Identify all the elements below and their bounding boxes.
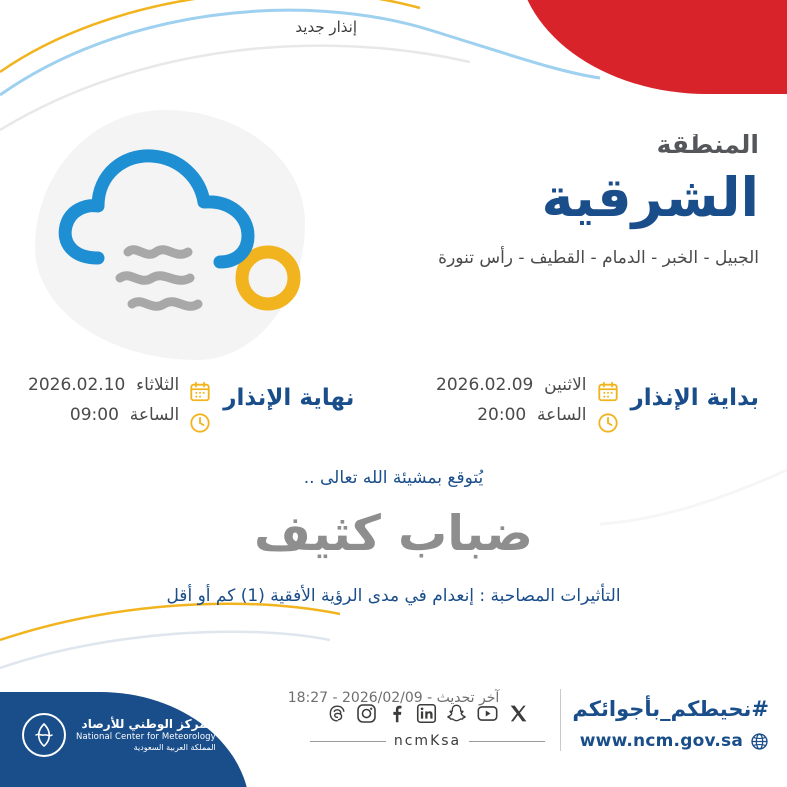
snapchat-icon[interactable] [446, 703, 467, 724]
last-update-text: آخر تحديث - 2026/02/09 - 18:27 [287, 690, 500, 706]
alert-end-values [28, 375, 179, 425]
forecast-impacts: التأثيرات المصاحبة : إنعدام في مدى الرؤية الأفقية (1) كم أو أقل [166, 586, 621, 606]
handle-divider-left [469, 741, 545, 742]
social-handle[interactable]: ncmKsa [393, 733, 462, 749]
forecast-intro: يُتوقع بمشيئة الله تعالى .. [303, 468, 484, 488]
alert-end-day: الثلاثاء [136, 375, 180, 395]
alert-start-icons [597, 375, 619, 434]
region-block [438, 130, 759, 268]
ncm-logo-arabic: المركز الوطني للأرصاد [81, 716, 216, 731]
new-alert-label: إنذار جديد [295, 18, 357, 36]
ncm-logo-text [76, 716, 216, 754]
facebook-icon[interactable] [386, 703, 407, 724]
ncm-crest-icon [22, 713, 66, 757]
calendar-icon [597, 381, 619, 403]
alert-end-title: نهاية الإنذار [223, 385, 355, 411]
clock-icon [597, 412, 619, 434]
region-cities: الجبيل - الخبر - الدمام - القطيف - رأس تنورة [438, 247, 759, 268]
region-name: الشرقية [541, 166, 759, 229]
alert-end-time [28, 405, 179, 425]
x-twitter-icon[interactable] [508, 703, 529, 724]
website-url[interactable]: www.ncm.gov.sa [579, 731, 743, 751]
alert-end-time-value: 09:00 [69, 405, 119, 425]
threads-icon[interactable] [327, 703, 347, 724]
region-label: المنطقة [656, 130, 759, 159]
alert-end-icons [189, 375, 211, 434]
website-row[interactable] [572, 731, 769, 751]
youtube-icon[interactable] [476, 703, 499, 724]
globe-icon [750, 732, 769, 751]
social-icon-row [310, 703, 545, 724]
linkedin-icon[interactable] [416, 703, 437, 724]
footer-divider [560, 689, 561, 751]
alert-start-date-value: 2026.02.09 [436, 375, 534, 395]
alert-end-date-value: 2026.02.10 [28, 375, 126, 395]
alert-start-date [436, 375, 587, 395]
campaign-hashtag: #نحيطكم_بأجوائكم [572, 697, 769, 721]
alert-start-time [436, 405, 587, 425]
social-handle-row [310, 733, 545, 749]
fog-cloud-sun-icon [40, 130, 310, 340]
alert-start-day: الاثنين [544, 375, 587, 395]
alert-level-badge [517, 0, 787, 94]
instagram-icon[interactable] [356, 703, 377, 724]
alert-start-time-value: 20:00 [477, 405, 527, 425]
alert-start-time-label: الساعة [537, 405, 587, 425]
forecast-phenomenon: ضباب كثيف [254, 505, 533, 562]
alert-start-values [436, 375, 587, 425]
social-links [310, 703, 545, 749]
alert-end-block [28, 375, 354, 434]
footer-right [572, 697, 769, 751]
alert-start-block [436, 375, 759, 434]
crest-glyph [29, 720, 59, 750]
ncm-logo [22, 713, 216, 757]
alert-start-title: بداية الإنذار [630, 385, 759, 411]
alert-level-label: الإنذار الأحمر [550, 108, 717, 138]
handle-divider-right [310, 741, 386, 742]
ncm-logo-country: المملكة العربية السعودية [133, 743, 216, 753]
alert-end-date [28, 375, 179, 395]
ncm-logo-english: National Center for Meteorology [76, 731, 216, 742]
alert-period [28, 375, 759, 434]
clock-icon [189, 412, 211, 434]
alert-end-time-label: الساعة [129, 405, 180, 425]
calendar-icon [189, 381, 211, 403]
